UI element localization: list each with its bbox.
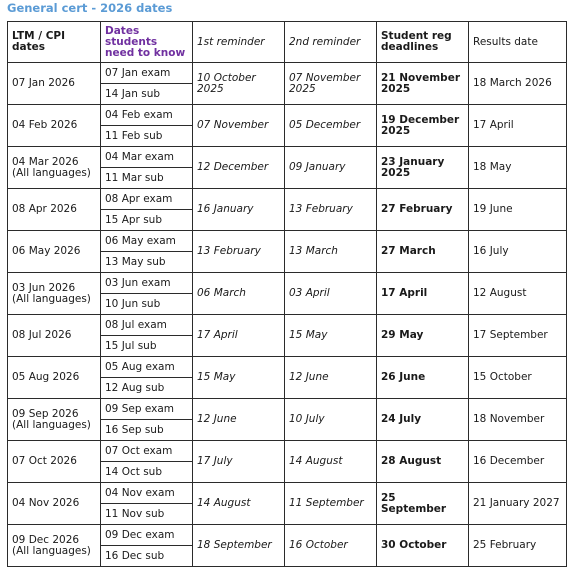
exam-date-cell bbox=[101, 231, 193, 252]
ltm-date: 04 Nov 2026 bbox=[12, 497, 80, 509]
first-reminder: 18 September bbox=[197, 539, 272, 551]
results-date-cell bbox=[469, 357, 567, 399]
table-body bbox=[8, 63, 567, 567]
exam-date: 08 Apr exam bbox=[105, 192, 173, 205]
second-reminder: 13 March bbox=[289, 245, 338, 257]
results-date: 12 August bbox=[473, 287, 527, 299]
second-reminder: 11 September bbox=[289, 497, 364, 509]
second-reminder-cell bbox=[285, 63, 377, 105]
table-row bbox=[8, 105, 567, 126]
first-reminder: 06 March bbox=[197, 287, 246, 299]
sub-date: 11 Mar sub bbox=[105, 171, 164, 184]
table-row bbox=[8, 273, 567, 294]
results-date: 17 September bbox=[473, 329, 548, 341]
table-row bbox=[8, 357, 567, 378]
results-date: 17 April bbox=[473, 119, 514, 131]
ltm-date: 07 Jan 2026 bbox=[12, 77, 75, 89]
results-date-cell bbox=[469, 441, 567, 483]
student-reg-deadline: 21 November 2025 bbox=[381, 71, 460, 95]
sub-date-cell bbox=[101, 546, 193, 567]
ltm-date-cell bbox=[8, 483, 101, 525]
ltm-note: (All languages) bbox=[12, 292, 91, 305]
results-date-cell bbox=[469, 273, 567, 315]
ltm-date-cell bbox=[8, 399, 101, 441]
ltm-date-cell bbox=[8, 357, 101, 399]
student-reg-cell bbox=[377, 63, 469, 105]
student-reg-cell bbox=[377, 357, 469, 399]
sub-date: 11 Nov sub bbox=[105, 507, 165, 520]
first-reminder-cell bbox=[193, 63, 285, 105]
first-reminder-cell bbox=[193, 231, 285, 273]
first-reminder: 12 June bbox=[197, 413, 237, 425]
student-reg-deadline: 23 January 2025 bbox=[381, 155, 445, 179]
exam-date: 09 Sep exam bbox=[105, 402, 174, 415]
first-reminder-cell bbox=[193, 105, 285, 147]
second-reminder-cell bbox=[285, 105, 377, 147]
student-reg-deadline: 30 October bbox=[381, 539, 447, 551]
exam-date: 07 Jan exam bbox=[105, 66, 171, 79]
ltm-date: 03 Jun 2026 bbox=[12, 281, 76, 294]
exam-date: 08 Jul exam bbox=[105, 318, 167, 331]
sub-date-cell bbox=[101, 210, 193, 231]
second-reminder-cell bbox=[285, 399, 377, 441]
first-reminder: 14 August bbox=[197, 497, 251, 509]
table-row bbox=[8, 525, 567, 546]
second-reminder-cell bbox=[285, 441, 377, 483]
dates-table bbox=[7, 21, 567, 567]
exam-date-cell bbox=[101, 315, 193, 336]
student-reg-cell bbox=[377, 315, 469, 357]
ltm-date-cell bbox=[8, 231, 101, 273]
student-reg-deadline: 25 September bbox=[381, 491, 447, 515]
first-reminder: 17 April bbox=[197, 329, 238, 341]
first-reminder: 12 December bbox=[197, 161, 269, 173]
first-reminder-cell bbox=[193, 483, 285, 525]
student-reg-deadline: 27 March bbox=[381, 245, 436, 257]
student-reg-cell bbox=[377, 231, 469, 273]
first-reminder-cell bbox=[193, 147, 285, 189]
exam-date-cell bbox=[101, 525, 193, 546]
ltm-date-cell bbox=[8, 525, 101, 567]
first-reminder-cell bbox=[193, 189, 285, 231]
results-date: 19 June bbox=[473, 203, 513, 215]
exam-date-cell bbox=[101, 63, 193, 84]
sub-date-cell bbox=[101, 462, 193, 483]
first-reminder-cell bbox=[193, 399, 285, 441]
exam-date-cell bbox=[101, 483, 193, 504]
table-row bbox=[8, 189, 567, 210]
results-date: 18 May bbox=[473, 161, 512, 173]
results-date: 21 January 2027 bbox=[473, 497, 560, 509]
results-date-cell bbox=[469, 189, 567, 231]
results-date-cell bbox=[469, 315, 567, 357]
ltm-date: 09 Sep 2026 bbox=[12, 407, 79, 420]
results-date: 18 November bbox=[473, 413, 545, 425]
second-reminder-cell bbox=[285, 525, 377, 567]
student-reg-deadline: 28 August bbox=[381, 455, 442, 467]
student-reg-deadline: 24 July bbox=[381, 413, 422, 425]
second-reminder-cell bbox=[285, 231, 377, 273]
ltm-date: 08 Apr 2026 bbox=[12, 203, 77, 215]
sub-date: 14 Jan sub bbox=[105, 87, 161, 100]
results-date-cell bbox=[469, 525, 567, 567]
results-date-cell bbox=[469, 63, 567, 105]
exam-date: 03 Jun exam bbox=[105, 276, 171, 289]
results-date: 16 December bbox=[473, 455, 545, 467]
ltm-note: (All languages) bbox=[12, 166, 91, 179]
first-reminder: 15 May bbox=[197, 371, 236, 383]
second-reminder-cell bbox=[285, 315, 377, 357]
student-reg-deadline: 29 May bbox=[381, 329, 424, 341]
student-reg-deadline: 19 December 2025 bbox=[381, 113, 460, 137]
table-row bbox=[8, 63, 567, 84]
sub-date: 12 Aug sub bbox=[105, 381, 165, 394]
second-reminder: 05 December bbox=[289, 119, 361, 131]
ltm-note: (All languages) bbox=[12, 544, 91, 557]
ltm-date-cell bbox=[8, 105, 101, 147]
header-student-reg: Student reg deadlines bbox=[377, 22, 469, 63]
ltm-date: 09 Dec 2026 bbox=[12, 533, 80, 546]
second-reminder: 07 November 2025 bbox=[289, 71, 361, 95]
results-date-cell bbox=[469, 399, 567, 441]
student-reg-cell bbox=[377, 147, 469, 189]
first-reminder-cell bbox=[193, 441, 285, 483]
exam-date: 04 Nov exam bbox=[105, 486, 175, 499]
student-reg-cell bbox=[377, 525, 469, 567]
ltm-date-cell bbox=[8, 147, 101, 189]
exam-date-cell bbox=[101, 105, 193, 126]
first-reminder: 13 February bbox=[197, 245, 261, 257]
results-date: 16 July bbox=[473, 245, 509, 257]
sub-date: 15 Jul sub bbox=[105, 339, 157, 352]
first-reminder: 17 July bbox=[197, 455, 233, 467]
sub-date: 10 Jun sub bbox=[105, 297, 161, 310]
second-reminder-cell bbox=[285, 357, 377, 399]
second-reminder: 12 June bbox=[289, 371, 329, 383]
table-row bbox=[8, 315, 567, 336]
second-reminder: 10 July bbox=[289, 413, 325, 425]
table-row bbox=[8, 483, 567, 504]
second-reminder-cell bbox=[285, 147, 377, 189]
ltm-date: 04 Mar 2026 bbox=[12, 155, 79, 168]
exam-date-cell bbox=[101, 357, 193, 378]
header-results: Results date bbox=[469, 22, 567, 63]
ltm-note: (All languages) bbox=[12, 418, 91, 431]
second-reminder-cell bbox=[285, 189, 377, 231]
exam-date-cell bbox=[101, 189, 193, 210]
sub-date-cell bbox=[101, 252, 193, 273]
ltm-date-cell bbox=[8, 441, 101, 483]
student-reg-cell bbox=[377, 399, 469, 441]
ltm-date-cell bbox=[8, 63, 101, 105]
second-reminder: 16 October bbox=[289, 539, 348, 551]
exam-date: 04 Mar exam bbox=[105, 150, 174, 163]
page-title: General cert - 2026 dates bbox=[7, 1, 173, 15]
table-row bbox=[8, 231, 567, 252]
student-reg-cell bbox=[377, 483, 469, 525]
exam-date: 07 Oct exam bbox=[105, 444, 173, 457]
first-reminder: 07 November bbox=[197, 119, 269, 131]
results-date: 15 October bbox=[473, 371, 532, 383]
results-date: 18 March 2026 bbox=[473, 77, 552, 89]
sub-date-cell bbox=[101, 420, 193, 441]
sub-date-cell bbox=[101, 84, 193, 105]
exam-date: 05 Aug exam bbox=[105, 360, 175, 373]
sub-date: 13 May sub bbox=[105, 255, 166, 268]
exam-date: 06 May exam bbox=[105, 234, 176, 247]
sub-date: 16 Sep sub bbox=[105, 423, 164, 436]
first-reminder: 10 October 2025 bbox=[197, 71, 256, 95]
student-reg-deadline: 17 April bbox=[381, 287, 428, 299]
second-reminder: 03 April bbox=[289, 287, 330, 299]
ltm-date-cell bbox=[8, 189, 101, 231]
first-reminder-cell bbox=[193, 525, 285, 567]
header-second-reminder: 2nd reminder bbox=[285, 22, 377, 63]
sub-date: 11 Feb sub bbox=[105, 129, 163, 142]
header-first-reminder: 1st reminder bbox=[193, 22, 285, 63]
student-reg-deadline: 27 February bbox=[381, 203, 453, 215]
exam-date-cell bbox=[101, 273, 193, 294]
sub-date-cell bbox=[101, 168, 193, 189]
first-reminder-cell bbox=[193, 315, 285, 357]
sub-date-cell bbox=[101, 294, 193, 315]
second-reminder-cell bbox=[285, 273, 377, 315]
ltm-date: 04 Feb 2026 bbox=[12, 119, 78, 131]
results-date: 25 February bbox=[473, 539, 537, 551]
student-reg-cell bbox=[377, 441, 469, 483]
ltm-date: 08 Jul 2026 bbox=[12, 329, 72, 341]
ltm-date: 06 May 2026 bbox=[12, 245, 81, 257]
exam-date-cell bbox=[101, 399, 193, 420]
sub-date: 14 Oct sub bbox=[105, 465, 162, 478]
second-reminder-cell bbox=[285, 483, 377, 525]
second-reminder: 13 February bbox=[289, 203, 353, 215]
ltm-date-cell bbox=[8, 273, 101, 315]
second-reminder: 09 January bbox=[289, 161, 346, 173]
ltm-date: 07 Oct 2026 bbox=[12, 455, 77, 467]
ltm-date: 05 Aug 2026 bbox=[12, 371, 80, 383]
sub-date-cell bbox=[101, 378, 193, 399]
exam-date-cell bbox=[101, 441, 193, 462]
results-date-cell bbox=[469, 483, 567, 525]
exam-date: 04 Feb exam bbox=[105, 108, 173, 121]
results-date-cell bbox=[469, 231, 567, 273]
first-reminder-cell bbox=[193, 273, 285, 315]
sub-date-cell bbox=[101, 336, 193, 357]
first-reminder-cell bbox=[193, 357, 285, 399]
sub-date: 15 Apr sub bbox=[105, 213, 162, 226]
sub-date: 16 Dec sub bbox=[105, 549, 165, 562]
table-row bbox=[8, 147, 567, 168]
student-reg-cell bbox=[377, 273, 469, 315]
header-row bbox=[8, 22, 567, 63]
sub-date-cell bbox=[101, 504, 193, 525]
results-date-cell bbox=[469, 105, 567, 147]
results-date-cell bbox=[469, 147, 567, 189]
sub-date-cell bbox=[101, 126, 193, 147]
second-reminder: 14 August bbox=[289, 455, 343, 467]
student-reg-cell bbox=[377, 189, 469, 231]
exam-date-cell bbox=[101, 147, 193, 168]
exam-date: 09 Dec exam bbox=[105, 528, 175, 541]
first-reminder: 16 January bbox=[197, 203, 254, 215]
second-reminder: 15 May bbox=[289, 329, 328, 341]
table-row bbox=[8, 399, 567, 420]
student-reg-cell bbox=[377, 105, 469, 147]
ltm-date-cell bbox=[8, 315, 101, 357]
table-row bbox=[8, 441, 567, 462]
student-reg-deadline: 26 June bbox=[381, 371, 426, 383]
header-dates-students: Dates students need to know bbox=[101, 22, 193, 63]
header-ltm: LTM / CPI dates bbox=[8, 22, 101, 63]
